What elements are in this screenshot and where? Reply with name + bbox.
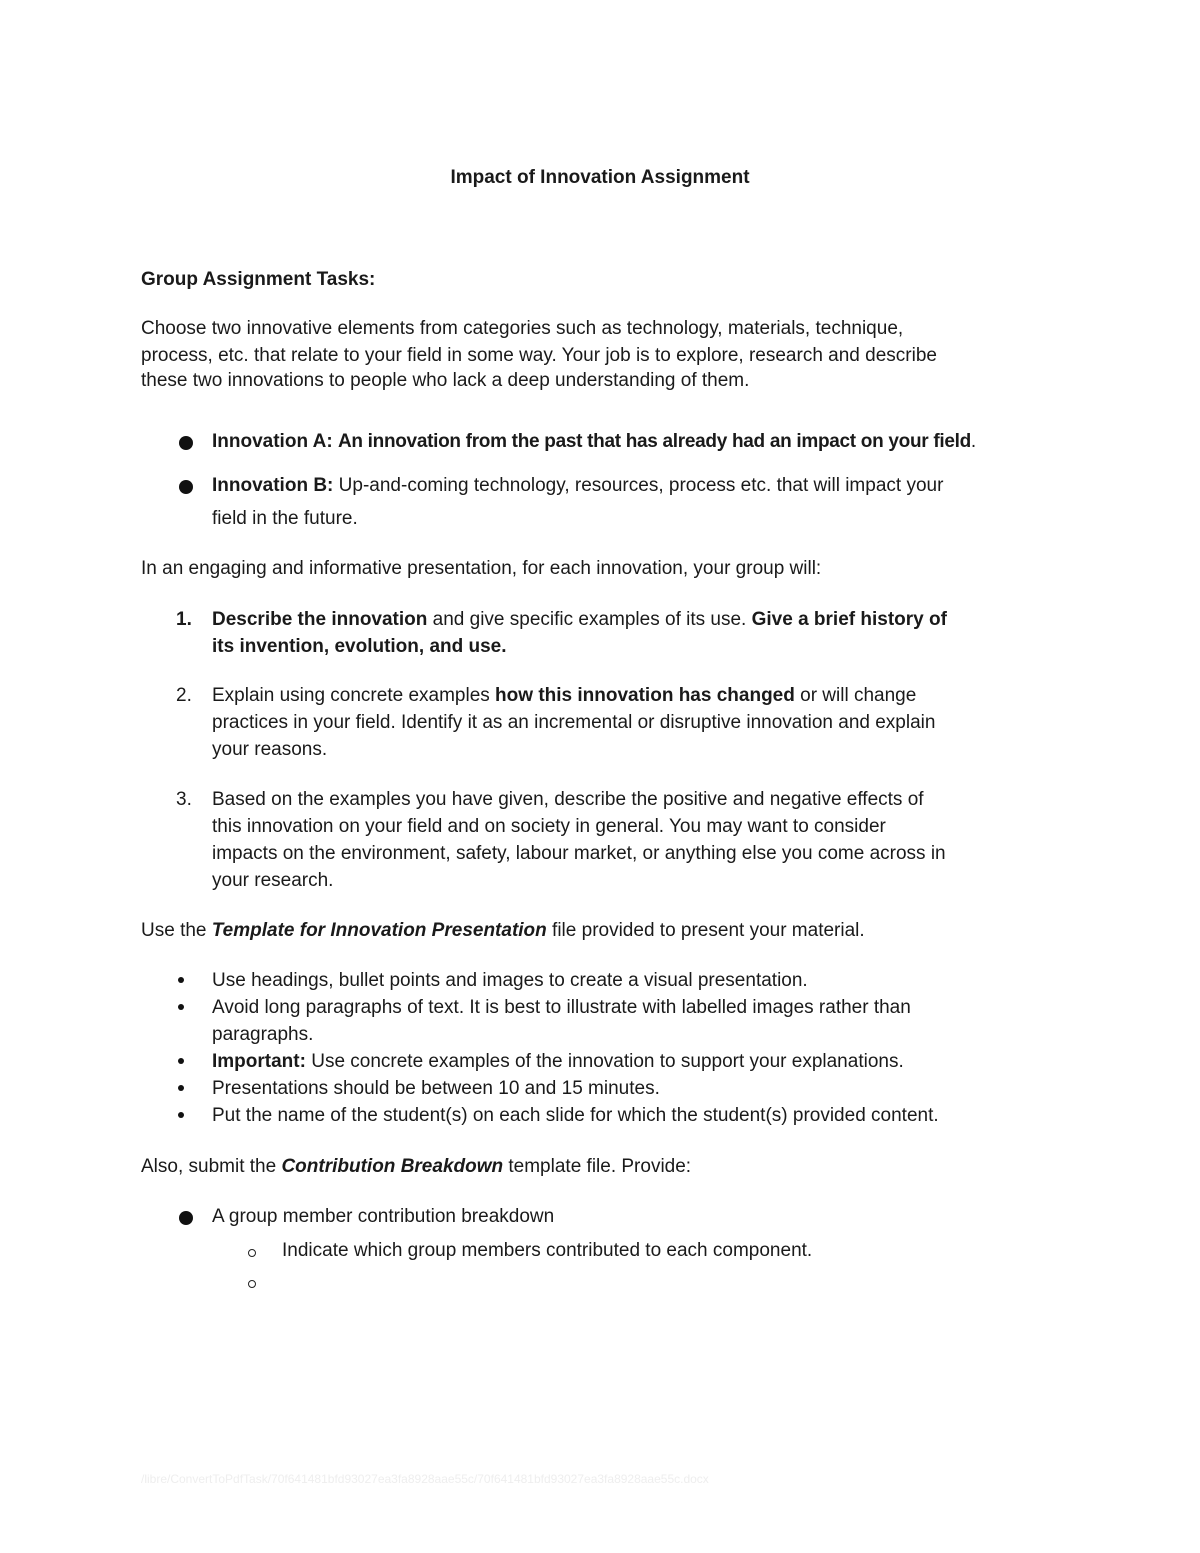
contribution-item-text: A group member contribution breakdown: [212, 1206, 555, 1227]
bullet-icon: [178, 1112, 184, 1118]
task-number: 2.: [176, 685, 192, 706]
task-3-line-3: impacts on the environment, safety, labour market, or anything else you come across in: [212, 843, 946, 864]
task-3-line-4: your research.: [212, 870, 334, 891]
file-path-watermark: /libre/ConvertToPdfTask/70f641481bfd93027ea3fa8928aae55c/70f641481bfd93027ea3fa8928aae55c.docx: [141, 1472, 709, 1486]
task-2-pre: Explain using concrete examples: [212, 685, 496, 706]
submit-instruction: [141, 1153, 1066, 1180]
submit-post: template file. Provide:: [503, 1156, 692, 1177]
sub-item-text: Indicate which group members contributed to each component.: [282, 1240, 813, 1261]
document-title: Impact of Innovation Assignment: [450, 167, 750, 188]
intro-line-2: process, etc. that relate to your field in some way. Your job is to explore, research and describe: [141, 345, 937, 366]
task-number: 3.: [176, 789, 192, 810]
important-label: Important:: [212, 1051, 306, 1072]
circle-bullet-icon: [248, 1280, 256, 1288]
bullet-icon: [178, 1058, 184, 1064]
innovation-b-text-line-2: field in the future.: [212, 508, 358, 529]
guideline-2-line-2: paragraphs.: [212, 1024, 314, 1045]
bullet-icon: [179, 436, 193, 450]
intro-line-3: these two innovations to people who lack a deep understanding of them.: [141, 370, 750, 391]
innovation-a-end: .: [970, 431, 977, 452]
intro-paragraph: [141, 315, 1066, 394]
lead-in-text: In an engaging and informative presentation, for each innovation, your group will:: [141, 558, 822, 579]
task-2-line-2: practices in your field. Identify it as an incremental or disruptive innovation and explain: [212, 712, 936, 733]
innovation-b-label: Innovation B:: [212, 475, 334, 496]
guideline-3-text: Use concrete examples of the innovation to support your explanations.: [305, 1051, 904, 1072]
bullet-icon: [178, 1085, 184, 1091]
contribution-file-name: Contribution Breakdown: [281, 1156, 504, 1177]
guideline-text: Put the name of the student(s) on each slide for which the student(s) provided content.: [212, 1105, 939, 1126]
intro-line-1: Choose two innovative elements from categories such as technology, materials, technique,: [141, 318, 904, 339]
bullet-icon: [178, 977, 184, 983]
task-2-line-3: your reasons.: [212, 739, 328, 760]
guideline-text: Presentations should be between 10 and 15 minutes.: [212, 1078, 660, 1099]
innovation-a-label: Innovation A:: [212, 431, 333, 452]
task-2-bold: how this innovation has changed: [495, 685, 795, 706]
task-3-line-2: this innovation on your field and on society in general. You may want to consider: [212, 816, 886, 837]
innovation-a-text: An innovation from the past that has already had an impact on your field: [337, 431, 971, 452]
template-file-name: Template for Innovation Presentation: [211, 920, 547, 941]
template-post: file provided to present your material.: [546, 920, 865, 941]
task-1-bold: Describe the innovation: [212, 609, 428, 630]
section-heading: Group Assignment Tasks:: [141, 269, 376, 290]
circle-bullet-icon: [248, 1249, 256, 1257]
task-1-plain: and give specific examples of its use.: [427, 609, 752, 630]
task-3-line-1: Based on the examples you have given, describe the positive and negative effects of: [212, 789, 924, 810]
bullet-icon: [179, 1211, 193, 1225]
task-1-bold-2: Give a brief history of: [751, 609, 947, 630]
guideline-2-line-1: Avoid long paragraphs of text. It is best to illustrate with labelled images rather than: [212, 997, 911, 1018]
guideline-text: Use headings, bullet points and images to create a visual presentation.: [212, 970, 808, 991]
bullet-icon: [179, 480, 193, 494]
template-instruction: [141, 917, 1066, 944]
template-pre: Use the: [141, 920, 212, 941]
task-2-post: or will change: [794, 685, 917, 706]
task-1-bold-2-line-2: its invention, evolution, and use.: [212, 636, 507, 657]
bullet-icon: [178, 1004, 184, 1010]
innovation-b-text-line-1: Up-and-coming technology, resources, process etc. that will impact your: [338, 475, 944, 496]
submit-pre: Also, submit the: [141, 1156, 282, 1177]
task-number: 1.: [176, 609, 192, 630]
